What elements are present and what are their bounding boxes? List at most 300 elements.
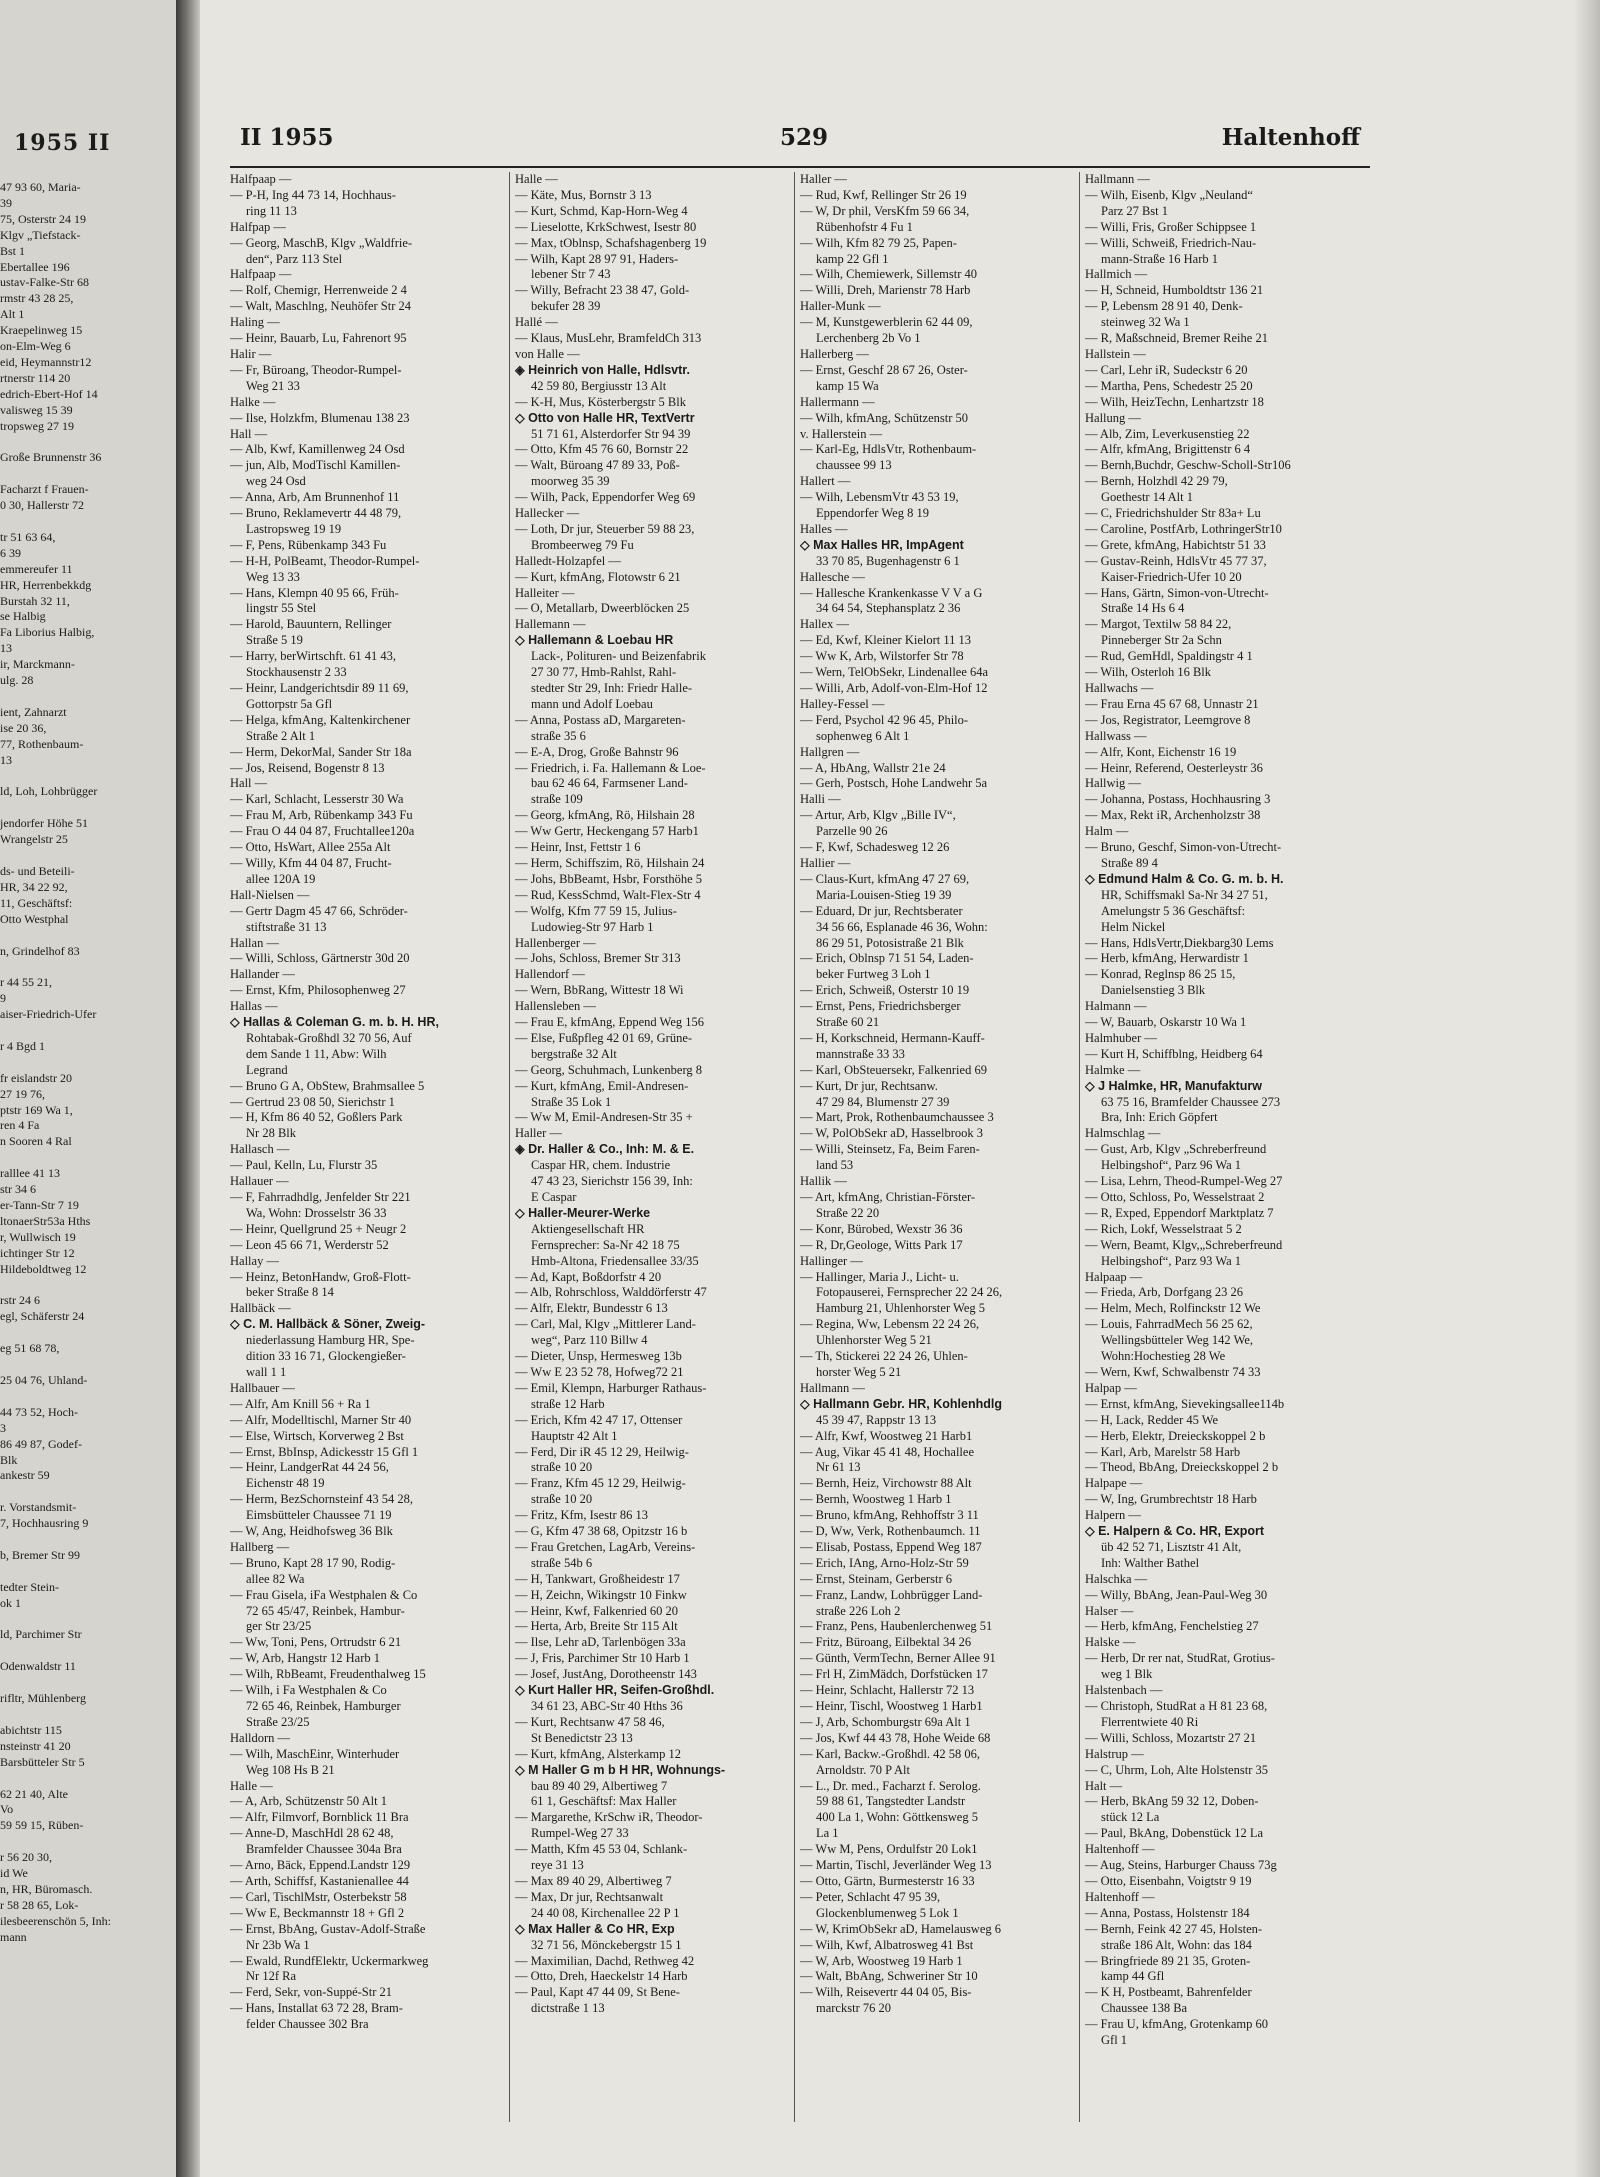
directory-entry-line: — Bernh, Heiz, Virchowstr 88 Alt [800,1476,972,1491]
directory-entry-line: — Willy, BbAng, Jean-Paul-Weg 30 [1085,1587,1268,1602]
directory-entry-line: moorweg 35 39 [531,474,610,489]
directory-entry-line: — Ferd, Sekr, von-Suppé-Str 21 [230,1985,392,2000]
directory-entry-line: Halmschlag — [1085,1126,1161,1141]
left-page-line: r 4 Bgd 1 [0,1038,45,1053]
left-page-line: valisweg 15 39 [0,402,73,417]
directory-entry-line: — Gustav-Reinh, HdlsVtr 45 77 37, [1085,553,1267,568]
directory-entry-line: ring 11 13 [246,203,297,218]
directory-entry-line: 400 La 1, Wohn: Göttkensweg 5 [816,1810,978,1825]
directory-entry-line: — R, Maßschneid, Bremer Reihe 21 [1085,331,1268,346]
directory-entry-line: — Georg, kfmAng, Rö, Hilshain 28 [515,808,695,823]
directory-entry-line: — Else, Fußpfleg 42 01 69, Grüne- [515,1030,693,1045]
directory-entry-line: — Heinr, Quellgrund 25 + Neugr 2 [230,1221,407,1236]
directory-entry-line: — Willy, Kfm 44 04 87, Frucht- [230,855,392,870]
directory-entry-line: Halles — [800,521,848,536]
directory-entry-line: — Bruno, kfmAng, Rehhoffstr 3 11 [800,1508,979,1523]
left-page-line: nsteinstr 41 20 [0,1738,71,1753]
left-page-line: rstr 24 6 [0,1293,40,1308]
left-page-line: rifltr, Mühlenberg [0,1691,86,1706]
directory-entry-line: Rübenhofstr 4 Fu 1 [816,219,913,234]
directory-entry-line: — Ww M, Pens, Ordulfstr 20 Lok1 [800,1842,978,1857]
left-page-line: egl, Schäferstr 24 [0,1309,85,1324]
directory-entry-line: — Christoph, StudRat a H 81 23 68, [1085,1699,1268,1713]
left-page-line: jendorfer Höhe 51 [0,816,88,831]
directory-entry-line: — Paul, Kapt 47 44 09, St Bene- [515,1985,680,2000]
directory-entry-line: Hallauer — [230,1174,289,1189]
left-page-line [0,1389,170,1405]
directory-entry-line: — Johs, Schloss, Bremer Str 313 [515,951,681,966]
directory-entry-line: Straße 23/25 [246,1714,310,1729]
left-page-line [0,466,170,482]
left-page-line: HR, 34 22 92, [0,879,68,894]
directory-entry-line: — Ed, Kwf, Kleiner Kielort 11 13 [800,633,972,648]
left-page-line [0,1150,170,1166]
directory-entry-line: — W, Ang, Heidhofsweg 36 Blk [230,1524,393,1539]
directory-entry-line: Amelungstr 5 36 Geschäftsf: [1101,903,1246,918]
directory-entry-line: — Johs, BbBeamt, Hsbr, Forsthöhe 5 [515,871,702,886]
directory-entry-line: straße 35 6 [531,728,586,743]
directory-entry-line: Helbingshof“, Parz 93 Wa 1 [1101,1253,1242,1268]
directory-entry-line: ◈ Heinrich von Halle, Hdlsvtr. [515,362,690,377]
left-page-line [0,1055,170,1071]
directory-entry-line: — Wilh, Chemiewerk, Sillemstr 40 [800,267,978,282]
directory-entry-line: — W, Arb, Woostweg 19 Harb 1 [800,1953,963,1968]
left-page-line: Wrangelstr 25 [0,832,68,847]
directory-entry-line: — Willi, Schloss, Gärtnerstr 30d 20 [230,951,410,966]
directory-entry-line: bekufer 28 39 [531,299,601,314]
directory-entry-line: Halstrup — [1085,1746,1144,1761]
directory-entry-line: Hall — [230,426,268,441]
left-page-line: 9 [0,991,6,1006]
directory-entry-line: — Eduard, Dr jur, Rechtsberater [800,903,963,918]
directory-entry-line: Halm — [1085,824,1129,839]
directory-entry-line: 42 59 80, Bergiusstr 13 Alt [531,378,667,393]
left-page-line [0,689,170,705]
directory-entry-line: — Alfr, Filmvorf, Bornblick 11 Bra [230,1810,409,1825]
directory-entry-line: 72 65 45/47, Reinbek, Hambur- [246,1603,405,1618]
left-page-line [0,1484,170,1500]
left-page-line: ok 1 [0,1595,21,1610]
directory-entry-line: — Ilse, Holzkfm, Blumenau 138 23 [230,410,410,425]
directory-entry-line: Halledt-Holzapfel — [515,553,621,568]
directory-entry-line: von Halle — [515,346,580,361]
left-page-line: Klgv „Tiefstack- [0,227,81,242]
directory-entry-line: ◇ J Halmke, HR, Manufakturw [1085,1078,1263,1093]
left-page-line: ds- und Beteili- [0,863,75,878]
directory-entry-line: Pinneberger Str 2a Schn [1101,633,1222,648]
left-page-line: Burstah 32 11, [0,593,70,608]
directory-entry-line: Halli — [800,792,841,807]
directory-entry-line: Hall-Nielsen — [230,887,310,902]
directory-entry-line: Straße 60 21 [816,1015,880,1030]
directory-entry-line: Halpap — [1085,1380,1137,1395]
directory-entry-line: HR, Schiffsmakl Sa-Nr 34 27 51, [1101,887,1268,902]
directory-entry-line: — Willy, Befracht 23 38 47, Gold- [515,283,690,298]
left-page-line [0,769,170,785]
directory-entry-line: — Kurt, Rechtsanw 47 58 46, [515,1714,665,1729]
directory-entry-line: — Dieter, Unsp, Hermesweg 13b [515,1349,682,1364]
directory-entry-line: — Kurt, kfmAng, Flotowstr 6 21 [515,569,681,584]
column-divider [509,172,510,2122]
directory-entry-line: — Heinr, Kwf, Falkenried 60 20 [515,1603,679,1618]
directory-entry-line: Hallik — [800,1174,847,1189]
directory-entry-line: Kaiser-Friedrich-Ufer 10 20 [1101,569,1242,584]
left-page-line: on-Elm-Weg 6 [0,339,71,354]
left-page-fragment [0,0,196,2177]
directory-entry-line: Uhlenhorster Weg 5 21 [816,1333,932,1348]
directory-entry-line: — Alfr, Am Knill 56 + Ra 1 [230,1396,371,1411]
directory-entry-line: 86 29 51, Potosistraße 21 Blk [816,935,964,950]
directory-entry-line: — Rolf, Chemigr, Herrenweide 2 4 [230,283,407,298]
column-divider [1079,172,1080,2122]
left-page-line: mann [0,1929,27,1944]
directory-entry-line: Eichenstr 48 19 [246,1476,325,1491]
directory-entry-line: — Frl H, ZimMädch, Dorfstücken 17 [800,1667,988,1682]
directory-entry-line: — Alfr, Kont, Eichenstr 16 19 [1085,744,1237,759]
directory-entry-line: — Willi, Fris, Großer Schippsee 1 [1085,219,1257,234]
directory-entry-line: mannstraße 33 33 [816,1046,905,1061]
directory-entry-line: — Franz, Pens, Haubenlerchenweg 51 [800,1619,993,1634]
directory-entry-line: 47 29 84, Blumenstr 27 39 [816,1094,950,1109]
directory-entry-line: Haller-Munk — [800,299,881,314]
directory-entry-line: — Karl, Arb, Marelstr 58 Harb [1085,1444,1241,1459]
directory-entry-line: Haling — [230,315,280,330]
directory-entry-line: Halfpap — [230,219,286,234]
directory-entry-line: — Ww Gertr, Heckengang 57 Harb1 [515,824,699,839]
directory-entry-line: Hallbäck — [230,1301,291,1316]
left-page-line [0,1023,170,1039]
directory-entry-line: v. Hallerstein — [800,426,883,441]
left-page-line: Odenwaldstr 11 [0,1659,76,1674]
directory-column-4 [1085,172,1361,2152]
directory-entry-line: den“, Parz 113 Stel [246,251,343,266]
directory-entry-line: Hallan — [230,935,279,950]
left-page-line: fr eislandstr 20 [0,1070,72,1085]
left-page-line: eg 51 68 78, [0,1341,60,1356]
directory-entry-line: Lastropsweg 19 19 [246,521,342,536]
directory-entry-line: Arnoldstr. 70 P Alt [816,1762,910,1777]
directory-entry-line: — Ernst, Pens, Friedrichsberger [800,999,961,1014]
page-number: 529 [780,124,829,151]
directory-entry-line: Brombeerweg 79 Fu [531,537,634,552]
directory-entry-line: Chaussee 138 Ba [1101,2001,1188,2016]
directory-entry-line: — L., Dr. med., Facharzt f. Serolog. [800,1778,981,1793]
directory-entry-line: dem Sande 1 11, Abw: Wilh [246,1046,387,1061]
directory-entry-line: — jun, Alb, ModTischl Kamillen- [230,458,401,473]
left-page-line: Fa Liborius Halbig, [0,625,95,640]
directory-entry-line: — Herb, BkAng 59 32 12, Doben- [1085,1794,1259,1809]
directory-entry-line: — Wilh, Pack, Eppendorfer Weg 69 [515,490,696,505]
directory-entry-line: Halpern — [1085,1508,1141,1523]
directory-entry-line: — H, Lack, Redder 45 We [1085,1412,1219,1427]
left-page-line: 75, Osterstr 24 19 [0,211,86,226]
running-head-name: Haltenhoff [1221,124,1360,151]
left-page-line [0,800,170,816]
directory-entry-line: — Alb, Zim, Leverkusenstieg 22 [1085,426,1250,441]
directory-entry-line: Halldorn — [230,1730,291,1745]
directory-entry-line: 27 30 77, Hmb-Rahlst, Rahl- [531,665,677,680]
left-page-line: abichtstr 115 [0,1722,62,1737]
directory-entry-line: Legrand [246,1062,288,1077]
directory-entry-line: — Herb, Dr rer nat, StudRat, Grotius- [1085,1651,1275,1666]
directory-entry-line: — Kurt H, Schiffblng, Heidberg 64 [1085,1046,1263,1061]
directory-entry-line: Flerrentwiete 40 Ri [1101,1714,1199,1729]
directory-entry-line: Hallgren — [800,744,860,759]
directory-entry-line: — Fr, Büroang, Theodor-Rumpel- [230,362,402,377]
left-page-line: eid, Heymannstr12 [0,354,92,369]
directory-entry-line: — Willi, Steinsetz, Fa, Beim Faren- [800,1142,980,1157]
directory-entry-line: — Konrad, Reglnsp 86 25 15, [1085,967,1236,982]
directory-entry-line: — Kurt, kfmAng, Alsterkamp 12 [515,1746,681,1761]
directory-entry-line: — Arth, Schiffsf, Kastanienallee 44 [230,1873,409,1888]
left-page-line [0,1278,170,1294]
left-page-line [0,514,170,530]
directory-entry-line: — Ernst, Geschf 28 67 26, Oster- [800,362,968,377]
directory-entry-line: Straße 14 Hs 6 4 [1101,601,1185,616]
directory-entry-line: wall 1 1 [246,1364,287,1379]
directory-entry-line: — Herm, DekorMal, Sander Str 18a [230,744,412,759]
directory-entry-line: — Frau M, Arb, Rübenkamp 343 Fu [230,808,413,823]
directory-entry-line: — Otto, HsWart, Allee 255a Alt [230,840,391,855]
left-page-line [0,1564,170,1580]
directory-entry-line: 63 75 16, Bramfelder Chaussee 273 [1101,1094,1281,1109]
directory-entry-line: straße 226 Loh 2 [816,1603,901,1618]
directory-entry-line: — Frau U, kfmAng, Grotenkamp 60 [1085,2017,1268,2032]
directory-entry-line: Parzelle 90 26 [816,824,888,839]
directory-entry-line: Hallas — [230,999,278,1014]
left-page-line: n, HR, Büromasch. [0,1881,93,1896]
left-page-line: HR, Herrenbekkdg [0,577,92,592]
left-page-line: emmereufer 11 [0,561,73,576]
directory-entry-line: — G, Kfm 47 38 68, Opitzstr 16 b [515,1524,688,1539]
directory-entry-line: üb 42 52 71, Lisztstr 41 Alt, [1101,1539,1242,1554]
left-page-line: ise 20 36, [0,720,47,735]
directory-entry-line: Hallay — [230,1253,279,1268]
directory-entry-line: Halley-Fessel — [800,696,885,711]
directory-entry-line: — Fritz, Büroang, Eilbektal 34 26 [800,1635,972,1650]
directory-entry-line: lingstr 55 Stel [246,601,317,616]
directory-entry-line: — Ferd, Dir iR 45 12 29, Heilwig- [515,1444,689,1459]
directory-entry-line: — Willi, Schloss, Mozartstr 27 21 [1085,1730,1257,1745]
directory-entry-line: — K-H, Mus, Kösterbergstr 5 Blk [515,394,686,409]
directory-entry-line: Hall — [230,776,268,791]
directory-entry-line: — F, Pens, Rübenkamp 343 Fu [230,537,387,552]
directory-entry-line: Nr 12f Ra [246,1969,296,1984]
left-page-line [0,1325,170,1341]
directory-entry-line: — Gertr Dagm 45 47 66, Schröder- [230,903,408,918]
directory-entry-line: Halleiter — [515,585,575,600]
directory-entry-line: — Willi, Arb, Adolf-von-Elm-Hof 12 [800,681,988,695]
directory-entry-line: — Frau Gretchen, LagArb, Vereins- [515,1539,696,1554]
left-page-line [0,1612,170,1628]
directory-entry-line: ◇ Haller-Meurer-Werke [515,1205,651,1220]
directory-entry-line: — Wilh, Eisenb, Klgv „Neuland“ [1085,187,1253,202]
directory-entry-line: — J, Arb, Schomburgstr 69a Alt 1 [800,1714,971,1729]
directory-entry-line: Halfpaap — [230,267,292,282]
left-page-line: 27 19 76, [0,1086,45,1101]
left-page-line: 25 04 76, Uhland- [0,1372,88,1387]
directory-entry-line: Hmb-Altona, Friedensallee 33/35 [531,1253,699,1268]
directory-entry-line: — A, Arb, Schützenstr 50 Alt 1 [230,1794,387,1809]
directory-entry-line: — Herb, Elektr, Dreieckskoppel 2 b [1085,1428,1266,1443]
directory-entry-line: — Margot, Textilw 58 84 22, [1085,617,1232,632]
directory-entry-line: — Karl-Eg, HdlsVtr, Rothenbaum- [800,442,977,457]
directory-entry-line: straße 186 Alt, Wohn: das 184 [1101,1937,1252,1952]
directory-entry-line: Wellingsbütteler Weg 142 We, [1101,1333,1254,1348]
left-page-text-column [0,180,170,1946]
directory-entry-line: ◇ Max Halles HR, ImpAgent [800,537,964,552]
directory-entry-line: Halle — [230,1778,273,1793]
directory-entry-line: 34 61 23, ABC-Str 40 Hths 36 [531,1699,683,1713]
directory-entry-line: — Gertrud 23 08 50, Sierichstr 1 [230,1094,395,1109]
directory-entry-line: allee 120A 19 [246,871,316,886]
left-page-line: se Halbig [0,609,46,624]
directory-entry-line: — Harold, Bauuntern, Rellinger [230,617,392,632]
directory-entry-line: Hallert — [800,474,851,489]
directory-entry-line: straße 109 [531,792,583,807]
directory-entry-line: — W, KrimObSekr aD, Hamelausweg 6 [800,1921,1002,1936]
directory-entry-line: — Wilh, Kapt 28 97 91, Haders- [515,251,679,266]
directory-entry-line: stück 12 La [1101,1810,1160,1825]
directory-entry-line: — Regina, Ww, Lebensm 22 24 26, [800,1317,980,1332]
directory-entry-line: — P, Lebensm 28 91 40, Denk- [1085,299,1243,314]
directory-entry-line: — Leon 45 66 71, Werderstr 52 [230,1237,389,1252]
directory-entry-line: — Alfr, Kwf, Woostweg 21 Harb1 [800,1428,973,1443]
directory-entry-line: — Bruno, Reklamevertr 44 48 79, [230,506,402,521]
directory-entry-line: — Alb, Kwf, Kamillenweg 24 Osd [230,442,405,457]
directory-entry-line: dition 33 16 71, Glockengießer- [246,1349,406,1364]
directory-entry-line: — Wilh, HeizTechn, Lenhartzstr 18 [1085,394,1264,409]
directory-entry-line: Ludowieg-Str 97 Harb 1 [531,919,654,934]
directory-entry-line: — Erich, Oblnsp 71 51 54, Laden- [800,951,974,966]
directory-entry-line: — Hallesche Krankenkasse V V a G [800,585,983,600]
directory-entry-line: — O, Metallarb, Dweerblöcken 25 [515,601,690,616]
directory-entry-line: E Caspar [531,1190,577,1204]
directory-entry-line: Nr 28 Blk [246,1126,296,1141]
directory-entry-line: — Alfr, Elektr, Bundesstr 6 13 [515,1301,668,1316]
left-page-line: ir, Marckmann- [0,657,75,672]
left-page-line: rtnerstr 114 20 [0,370,71,385]
directory-entry-line: — Helm, Mech, Rolfinckstr 12 We [1085,1301,1261,1316]
left-page-line: ren 4 Fa [0,1118,40,1133]
directory-entry-line: Aktiengesellschaft HR [531,1221,645,1236]
directory-entry-line: — Bruno G A, ObStew, Brahmsallee 5 [230,1078,425,1093]
directory-entry-line: — Bernh,Buchdr, Geschw-Scholl-Str106 [1085,458,1291,473]
directory-entry-line: ◇ Hallemann & Loebau HR [515,633,674,648]
directory-entry-line: — Fritz, Kfm, Isestr 86 13 [515,1508,648,1523]
left-page-line: Große Brunnenstr 36 [0,450,102,465]
directory-entry-line: — Frieda, Arb, Dorfgang 23 26 [1085,1285,1243,1300]
directory-entry-line: 45 39 47, Rappstr 13 13 [816,1412,937,1427]
directory-entry-line: — Ferd, Psychol 42 96 45, Philo- [800,712,969,727]
directory-entry-line: Hallemann — [515,617,586,632]
directory-entry-line: — Gust, Arb, Klgv „Schreberfreund [1085,1142,1267,1157]
directory-entry-line: Hallecker — [515,506,580,521]
directory-entry-line: — Max 89 40 29, Albertiweg 7 [515,1873,672,1888]
directory-entry-line: Halpaap — [1085,1269,1143,1284]
directory-entry-line: bergstraße 32 Alt [531,1046,617,1061]
directory-entry-line: Hallesche — [800,569,865,584]
left-page-line [0,1707,170,1723]
directory-entry-line: Lerchenberg 2b Vo 1 [816,331,921,346]
left-page-line [0,1675,170,1691]
directory-entry-line: — Rud, GemHdl, Spaldingstr 4 1 [1085,649,1253,664]
directory-entry-line: — Theod, BbAng, Dreieckskoppel 2 b [1085,1460,1279,1475]
directory-entry-line: Wa, Wohn: Drosselstr 36 33 [246,1205,387,1220]
directory-entry-line: — Martin, Tischl, Jeverländer Weg 13 [800,1858,992,1873]
directory-entry-line: marckstr 76 20 [816,2001,891,2016]
directory-entry-line: Haller — [800,172,847,186]
directory-entry-line: — H, Schneid, Humboldtstr 136 21 [1085,283,1264,298]
directory-entry-line: Hallwass — [1085,728,1147,743]
directory-entry-line: Straße 2 Alt 1 [246,728,316,743]
directory-entry-line: — Wilh, i Fa Westphalen & Co [230,1683,387,1698]
directory-entry-line: — Wolfg, Kfm 77 59 15, Julius- [515,903,677,918]
directory-entry-line: — Karl, Schlacht, Lesserstr 30 Wa [230,792,404,807]
left-page-line: 62 21 40, Alte [0,1786,68,1801]
directory-entry-line: — Karl, ObSteuersekr, Falkenried 69 [800,1062,987,1077]
directory-entry-line: — Lieselotte, KrkSchwest, Isestr 80 [515,219,697,234]
directory-entry-line: — Käte, Mus, Bornstr 3 13 [515,187,652,202]
directory-entry-line: ◇ M Haller G m b H HR, Wohnungs- [515,1762,726,1777]
directory-entry-line: Hamburg 21, Uhlenhorster Weg 5 [816,1301,985,1316]
directory-entry-line: Halser — [1085,1603,1134,1618]
directory-entry-line: — Wilh, Osterloh 16 Blk [1085,665,1212,680]
directory-entry-line: Hallendorf — [515,967,585,982]
left-page-line: ilesbeerenschön 5, Inh: [0,1913,111,1928]
directory-entry-line: — Gerh, Postsch, Hohe Landwehr 5a [800,776,988,791]
left-page-line: ichtinger Str 12 [0,1245,75,1260]
directory-entry-line: horster Weg 5 21 [816,1364,902,1379]
directory-entry-line: — Aug, Steins, Harburger Chauss 73g [1085,1858,1277,1873]
directory-entry-line: — Heinr, Landgerichtsdir 89 11 69, [230,681,409,695]
directory-entry-line: — Loth, Dr jur, Steuerber 59 88 23, [515,521,695,536]
directory-entry-line: Weg 21 33 [246,378,300,393]
directory-entry-line: — Bernh, Holzhdl 42 29 79, [1085,474,1228,489]
directory-entry-line: — D, Ww, Verk, Rothenbaumch. 11 [800,1524,981,1539]
left-page-line: ptstr 169 Wa 1, [0,1102,73,1117]
left-page-line: 6 39 [0,545,21,560]
directory-entry-line: — Rud, Kwf, Rellinger Str 26 19 [800,187,967,202]
directory-entry-line: Glockenblumenweg 5 Lok 1 [816,1905,959,1920]
left-page-line: ient, Zahnarzt [0,704,67,719]
left-page-line: 3 [0,1420,6,1435]
directory-entry-line: kamp 44 Gfl [1101,1969,1165,1984]
directory-entry-line: Halmke — [1085,1062,1141,1077]
directory-entry-line: Hallbauer — [230,1380,295,1395]
directory-entry-line: Gfl 1 [1101,2033,1128,2048]
directory-entry-line: — Caroline, PostfArb, LothringerStr10 [1085,521,1282,536]
directory-entry-line: lebener Str 7 43 [531,267,611,282]
directory-entry-line: — Walt, BbAng, Schweriner Str 10 [800,1969,978,1984]
directory-entry-line: — H-H, PolBeamt, Theodor-Rumpel- [230,553,420,568]
directory-entry-line: — Herta, Arb, Breite Str 115 Alt [515,1619,678,1634]
directory-entry-line: — Frau Erna 45 67 68, Unnastr 21 [1085,696,1259,711]
directory-entry-line: — Ernst, Kfm, Philosophenweg 27 [230,983,406,998]
directory-entry-line: — J, Fris, Parchimer Str 10 Harb 1 [515,1651,690,1666]
left-page-line [0,1771,170,1787]
left-page-line: 13 [0,752,12,767]
directory-entry-line: — Anna, Postass aD, Margareten- [515,712,686,727]
directory-entry-line: — Harry, berWirtschft. 61 41 43, [230,649,397,664]
directory-entry-line: beker Furtweg 3 Loh 1 [816,967,931,982]
directory-entry-line: — Margarethe, KrSchw iR, Theodor- [515,1810,703,1825]
directory-entry-line: Straße 89 4 [1101,855,1158,870]
directory-entry-line: Hallung — [1085,410,1141,425]
directory-entry-line: Halske — [1085,1635,1136,1650]
page-header [240,124,1360,158]
directory-entry-line: — Klaus, MusLehr, BramfeldCh 313 [515,331,702,346]
